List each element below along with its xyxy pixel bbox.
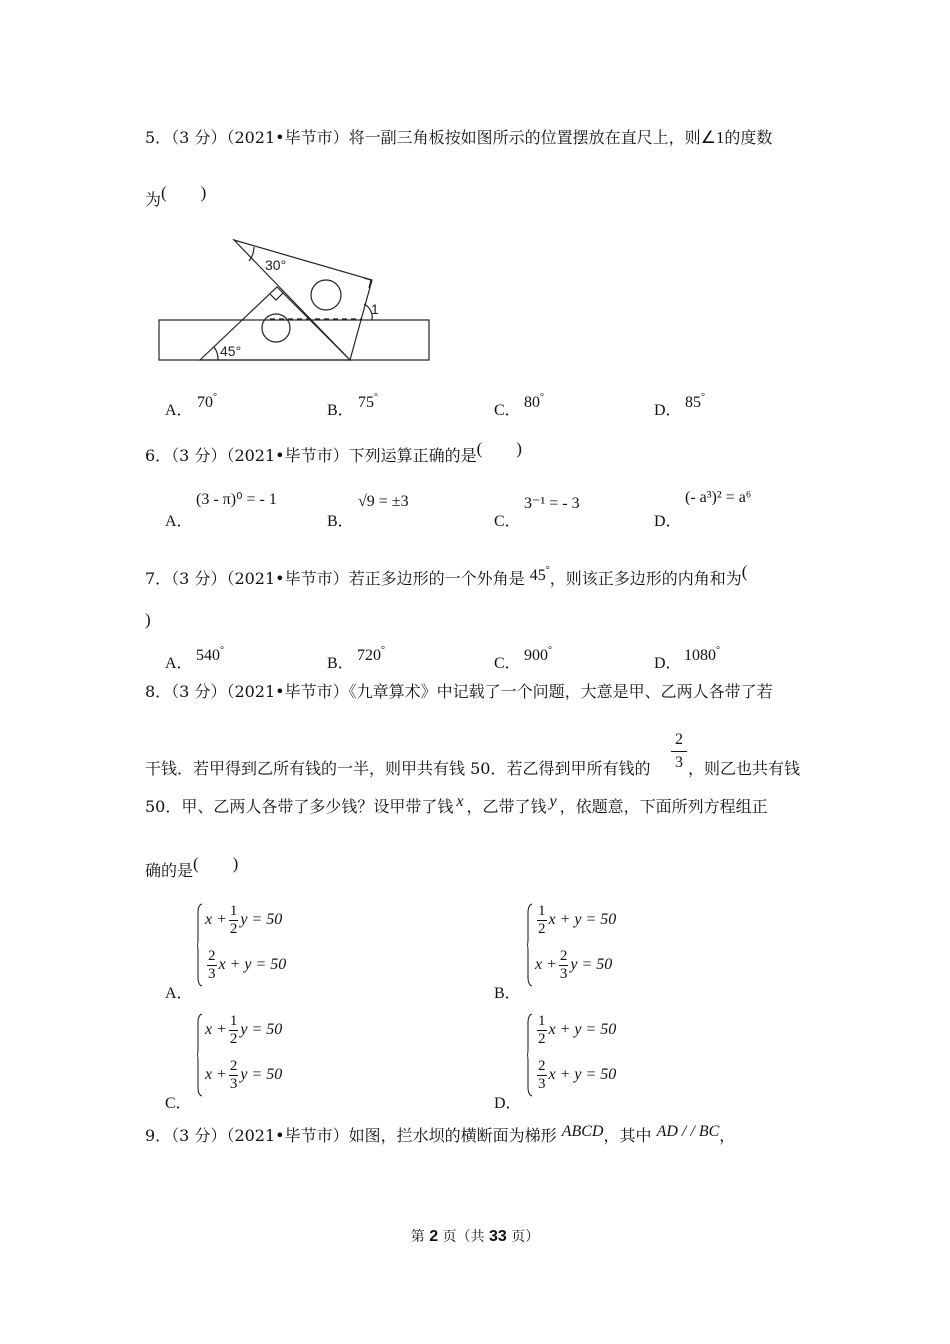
q8-var-y: y [549,793,557,810]
brace-icon [197,903,203,987]
q8-var-x: x [456,793,464,810]
q5-option-b-label: B． [327,402,354,419]
brace-icon [527,1013,533,1097]
q5-option-a-label: A． [165,402,193,419]
brace-icon [527,903,533,987]
q8-line2 [145,759,650,779]
q5-answer-paren: ( ) [161,183,207,202]
total-pages: 33 [489,1228,507,1245]
q5-option-d-value: 85° [685,392,705,411]
q9-head: 9．（3 分）（2021•毕节市）如图，拦水坝的横断面为梯形 [145,1126,557,1145]
q5-line2 [145,183,207,210]
q7-paren-open: ( [741,562,748,581]
q8-line4-text: 确的是 [145,861,194,880]
q5-angle: ∠1 [700,128,725,147]
q6-option-a-value: (3 - π)⁰ = - 1 [196,491,277,508]
q7-paren-close: ) [145,610,151,629]
label-1: 1 [371,301,379,317]
q9-tail: ， [719,1126,736,1145]
q5-option-a-value: 70° [197,392,217,411]
q8-fraction [671,731,687,772]
q8-line3-a: 50．甲、乙两人各带了多少钱？设甲带了钱 [145,797,454,816]
q7-option-b-value: 720° [357,645,385,664]
q5-option-c-value: 80° [524,392,544,411]
q6-option-b-label: B． [327,513,354,530]
q8-line3 [145,793,768,818]
q8-option-d-system: $\frac{1}{2}$ x + y = 50 $\frac{2}{3}$ x + y = 50 [527,1013,637,1099]
q8-option-a-label: A． [165,985,193,1002]
q5-head: 5．（3 分）（2021•毕节市）将一副三角板按如图所示的位置摆放在直尺上，则 [145,128,701,147]
q5-option-c-label: C． [494,402,521,419]
q7-line2 [145,610,151,630]
q8-line2-b: ，则乙也共有钱 [688,759,801,778]
triangle-30 [234,240,372,360]
q6-option-d-label: D． [654,513,682,530]
q7-angle: 45° [529,565,550,584]
q8-line3-b: ，乙带了钱 [466,797,547,816]
q7-option-a-label: A． [165,655,193,672]
q7-head: 7．（3 分）（2021•毕节市）若正多边形的一个外角是 [145,569,525,588]
page-footer: 第 2 页（共 33 页） [410,1228,540,1245]
q8-option-d-label: D． [494,1095,522,1112]
q7-line1 [145,562,748,590]
q6-option-c-value: 3⁻¹ = - 3 [524,495,580,512]
q7-option-c-value: 900° [524,645,552,664]
q6-line [145,439,522,466]
q8-line4 [145,854,239,881]
brace-icon [197,1013,203,1097]
q5-option-d-label: D． [654,402,682,419]
q6-option-d-value: (- a³)² = a⁶ [685,489,752,506]
q7-option-d-label: D． [654,655,682,672]
q9-parallel: AD / / BC [656,1123,720,1140]
q8-option-b-label: B． [494,985,521,1002]
page-number: 2 [429,1228,439,1245]
q5-line2-text: 为 [145,190,162,209]
q6-option-c-label: C． [494,513,521,530]
q7-option-c-label: C． [494,655,521,672]
q8-frac-den: 3 [675,754,683,771]
q8-frac-num: 2 [675,731,683,748]
q7-option-b-label: B． [327,655,354,672]
q8-line1: 8．（3 分）（2021•毕节市）《九章算术》中记载了一个问题，大意是甲、乙两人各带了若 [145,682,773,701]
label-30: 30° [265,257,287,273]
q8-line2-a: 干钱．若甲得到乙所有钱的一半，则甲共有钱 50．若乙得到甲所有钱的 [145,759,651,778]
q8-line3-c: ，依题意，下面所列方程组正 [559,797,768,816]
q5-option-b-value: 75° [358,392,378,411]
q8-option-c-label: C． [165,1095,192,1112]
q9-trap: ABCD [561,1123,604,1140]
q9-line [145,1123,736,1147]
q8-option-a-system: x + $\frac{1}{2}$ y = 50 $\frac{2}{3}$ x + y = 50 [197,903,307,989]
q6-head: 6．（3 分）（2021•毕节市）下列运算正确的是 [145,446,477,465]
q7-tail: ，则该正多边形的内角和为 [549,569,742,588]
circle-lower [262,314,290,342]
q6-answer-paren: ( ) [476,439,522,458]
q8-option-c-system: x + $\frac{1}{2}$ y = 50 x + $\frac{2}{3}$ y = 50 [197,1013,307,1099]
circle-upper [311,280,341,310]
q5-line1 [145,128,772,148]
q5-tail: 的度数 [724,128,773,147]
label-45: 45° [220,343,242,359]
q8-answer-paren: ( ) [193,854,239,873]
q9-mid: ，其中 [603,1126,652,1145]
q7-option-a-value: 540° [196,645,224,664]
q8-option-b-system: $\frac{1}{2}$ x + y = 50 x + $\frac{2}{3}$ y = 50 [527,903,637,989]
ruler [159,320,429,360]
q6-option-a-label: A． [165,513,193,530]
q6-option-b-value: √9 = ±3 [358,493,409,510]
q7-option-d-value: 1080° [684,645,720,664]
q5-figure [150,232,440,367]
